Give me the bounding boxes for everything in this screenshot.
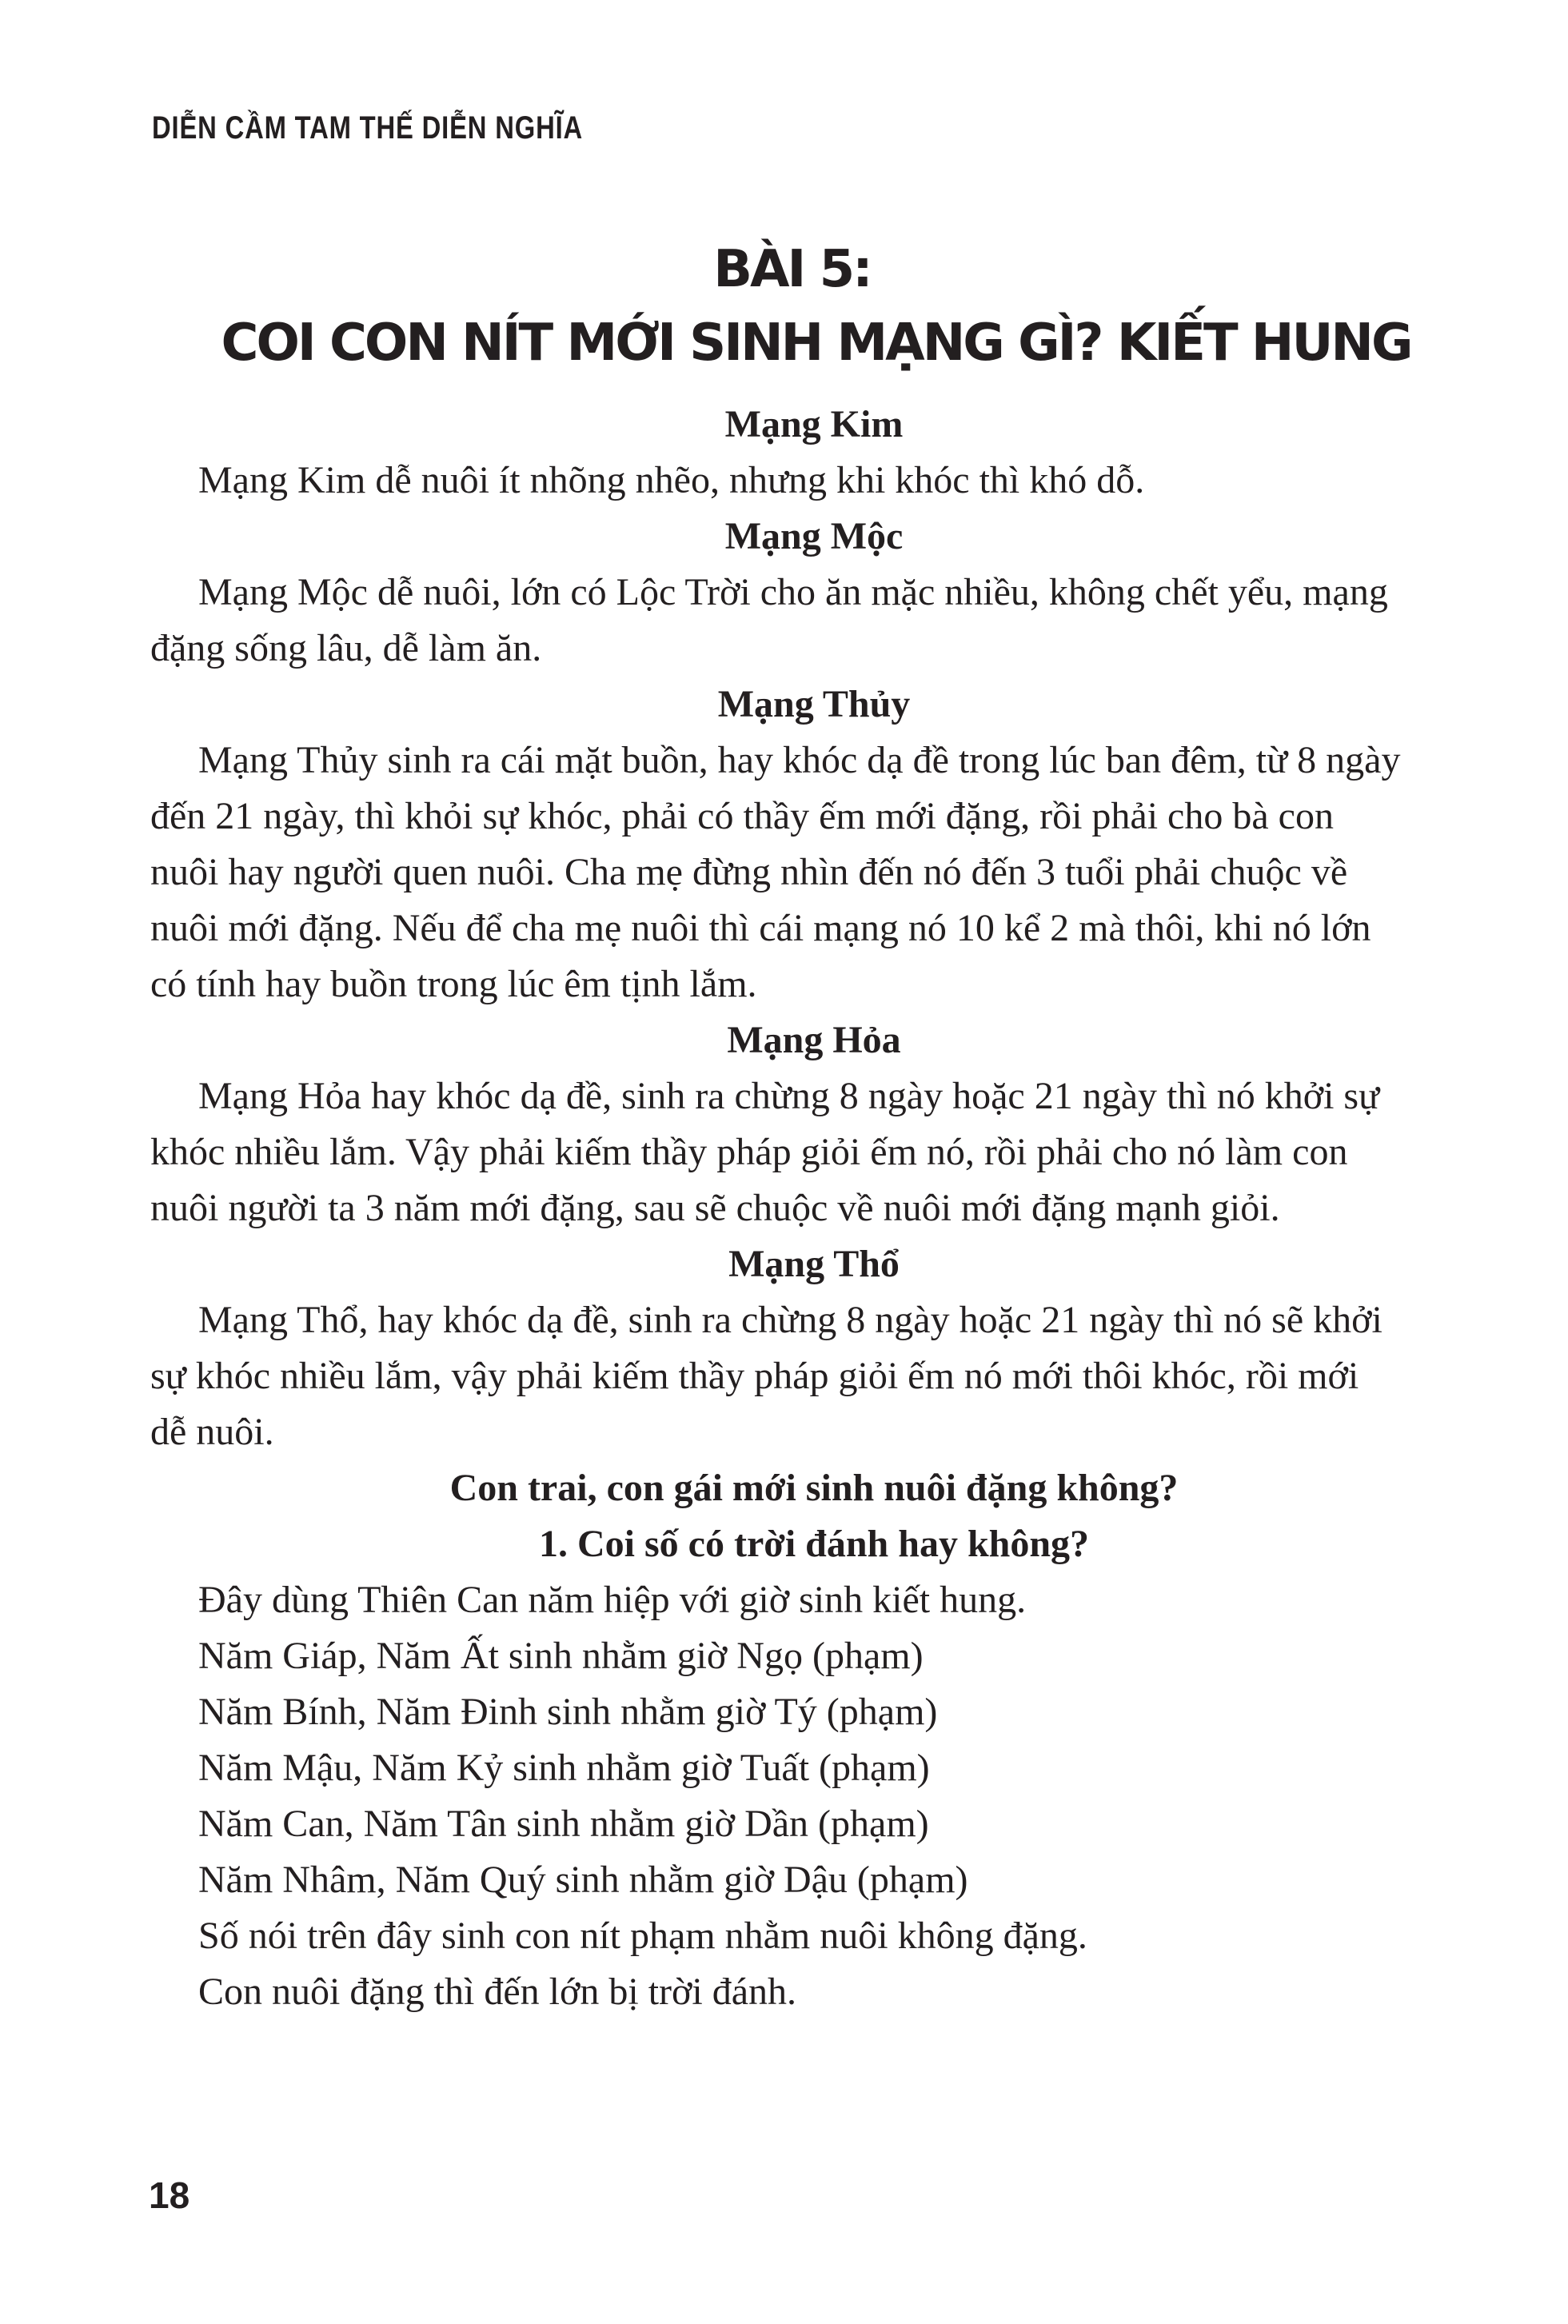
list-line: Con nuôi đặng thì đến lớn bị trời đánh. [198,1971,797,2013]
lesson-title-line2: COI CON NÍT MỚI SINH MẠNG GÌ? KIẾT HUNG [221,313,1411,373]
text-line: Mạng Hỏa hay khóc dạ đề, sinh ra chừng 8 ngày hoặc 21 ngày thì nó khởi sự [198,1075,1380,1117]
text-line: đặng sống lâu, dễ làm ăn. [150,627,542,669]
subheading-nuoi-dang: Con trai, con gái mới sinh nuôi đặng không? [449,1467,1179,1509]
text-line: khóc nhiều lắm. Vậy phải kiếm thầy pháp giỏi ếm nó, rồi phải cho nó làm con [150,1131,1348,1173]
lesson-title-line1: BÀI 5: [713,240,871,299]
list-line: Năm Bính, Năm Đinh sinh nhằm giờ Tý (phạm) [198,1691,938,1733]
section-heading-hoa: Mạng Hỏa [727,1019,901,1061]
text-line: nuôi mới đặng. Nếu để cha mẹ nuôi thì cái mạng nó 10 kể 2 mà thôi, khi nó lớn [150,907,1371,949]
list-line: Số nói trên đây sinh con nít phạm nhằm nuôi không đặng. [198,1915,1087,1957]
list-line: Năm Nhâm, Năm Quý sinh nhằm giờ Dậu (phạm) [198,1859,968,1901]
list-line: Năm Mậu, Năm Kỷ sinh nhằm giờ Tuất (phạm) [198,1747,930,1789]
section-heading-kim: Mạng Kim [724,403,904,445]
text-line: Mạng Thủy sinh ra cái mặt buồn, hay khóc dạ đề trong lúc ban đêm, từ 8 ngày [198,739,1401,781]
text-line: có tính hay buồn trong lúc êm tịnh lắm. [150,963,757,1005]
text-line: nuôi hay người quen nuôi. Cha mẹ đừng nhìn đến nó đến 3 tuổi phải chuộc về [150,851,1348,893]
text-line: sự khóc nhiều lắm, vậy phải kiếm thầy pháp giỏi ếm nó mới thôi khóc, rồi mới [150,1355,1359,1397]
text-line: đến 21 ngày, thì khỏi sự khóc, phải có thầy ếm mới đặng, rồi phải cho bà con [150,795,1334,837]
section-heading-tho: Mạng Thổ [728,1243,900,1285]
running-head: DIỄN CẦM TAM THẾ DIỄN NGHĨA [152,110,584,146]
list-line: Năm Can, Năm Tân sinh nhằm giờ Dần (phạm) [198,1803,929,1845]
text-line: Mạng Mộc dễ nuôi, lớn có Lộc Trời cho ăn mặc nhiều, không chết yểu, mạng [198,571,1388,613]
text-line [198,453,1430,509]
section-heading-moc: Mạng Mộc [724,515,904,557]
section-heading-thuy: Mạng Thủy [717,683,911,725]
text-line: Mạng Thổ, hay khóc dạ đề, sinh ra chừng 8 ngày hoặc 21 ngày thì nó sẽ khởi [198,1299,1382,1341]
subheading-troi-danh: 1. Coi số có trời đánh hay không? [538,1523,1090,1565]
list-line: Đây dùng Thiên Can năm hiệp với giờ sinh kiết hung. [198,1579,1027,1621]
text-line-span: Mạng Kim dễ nuôi ít nhõng nhẽo, nhưng khi khóc thì khó dỗ. [198,459,1145,501]
text-line: nuôi người ta 3 năm mới đặng, sau sẽ chuộc về nuôi mới đặng mạnh giỏi. [150,1187,1280,1229]
text-line: dễ nuôi. [150,1411,274,1453]
list-line: Năm Giáp, Năm Ất sinh nhằm giờ Ngọ (phạm) [198,1635,924,1677]
page-number: 18 [149,2174,190,2216]
body-text [150,397,1430,2020]
